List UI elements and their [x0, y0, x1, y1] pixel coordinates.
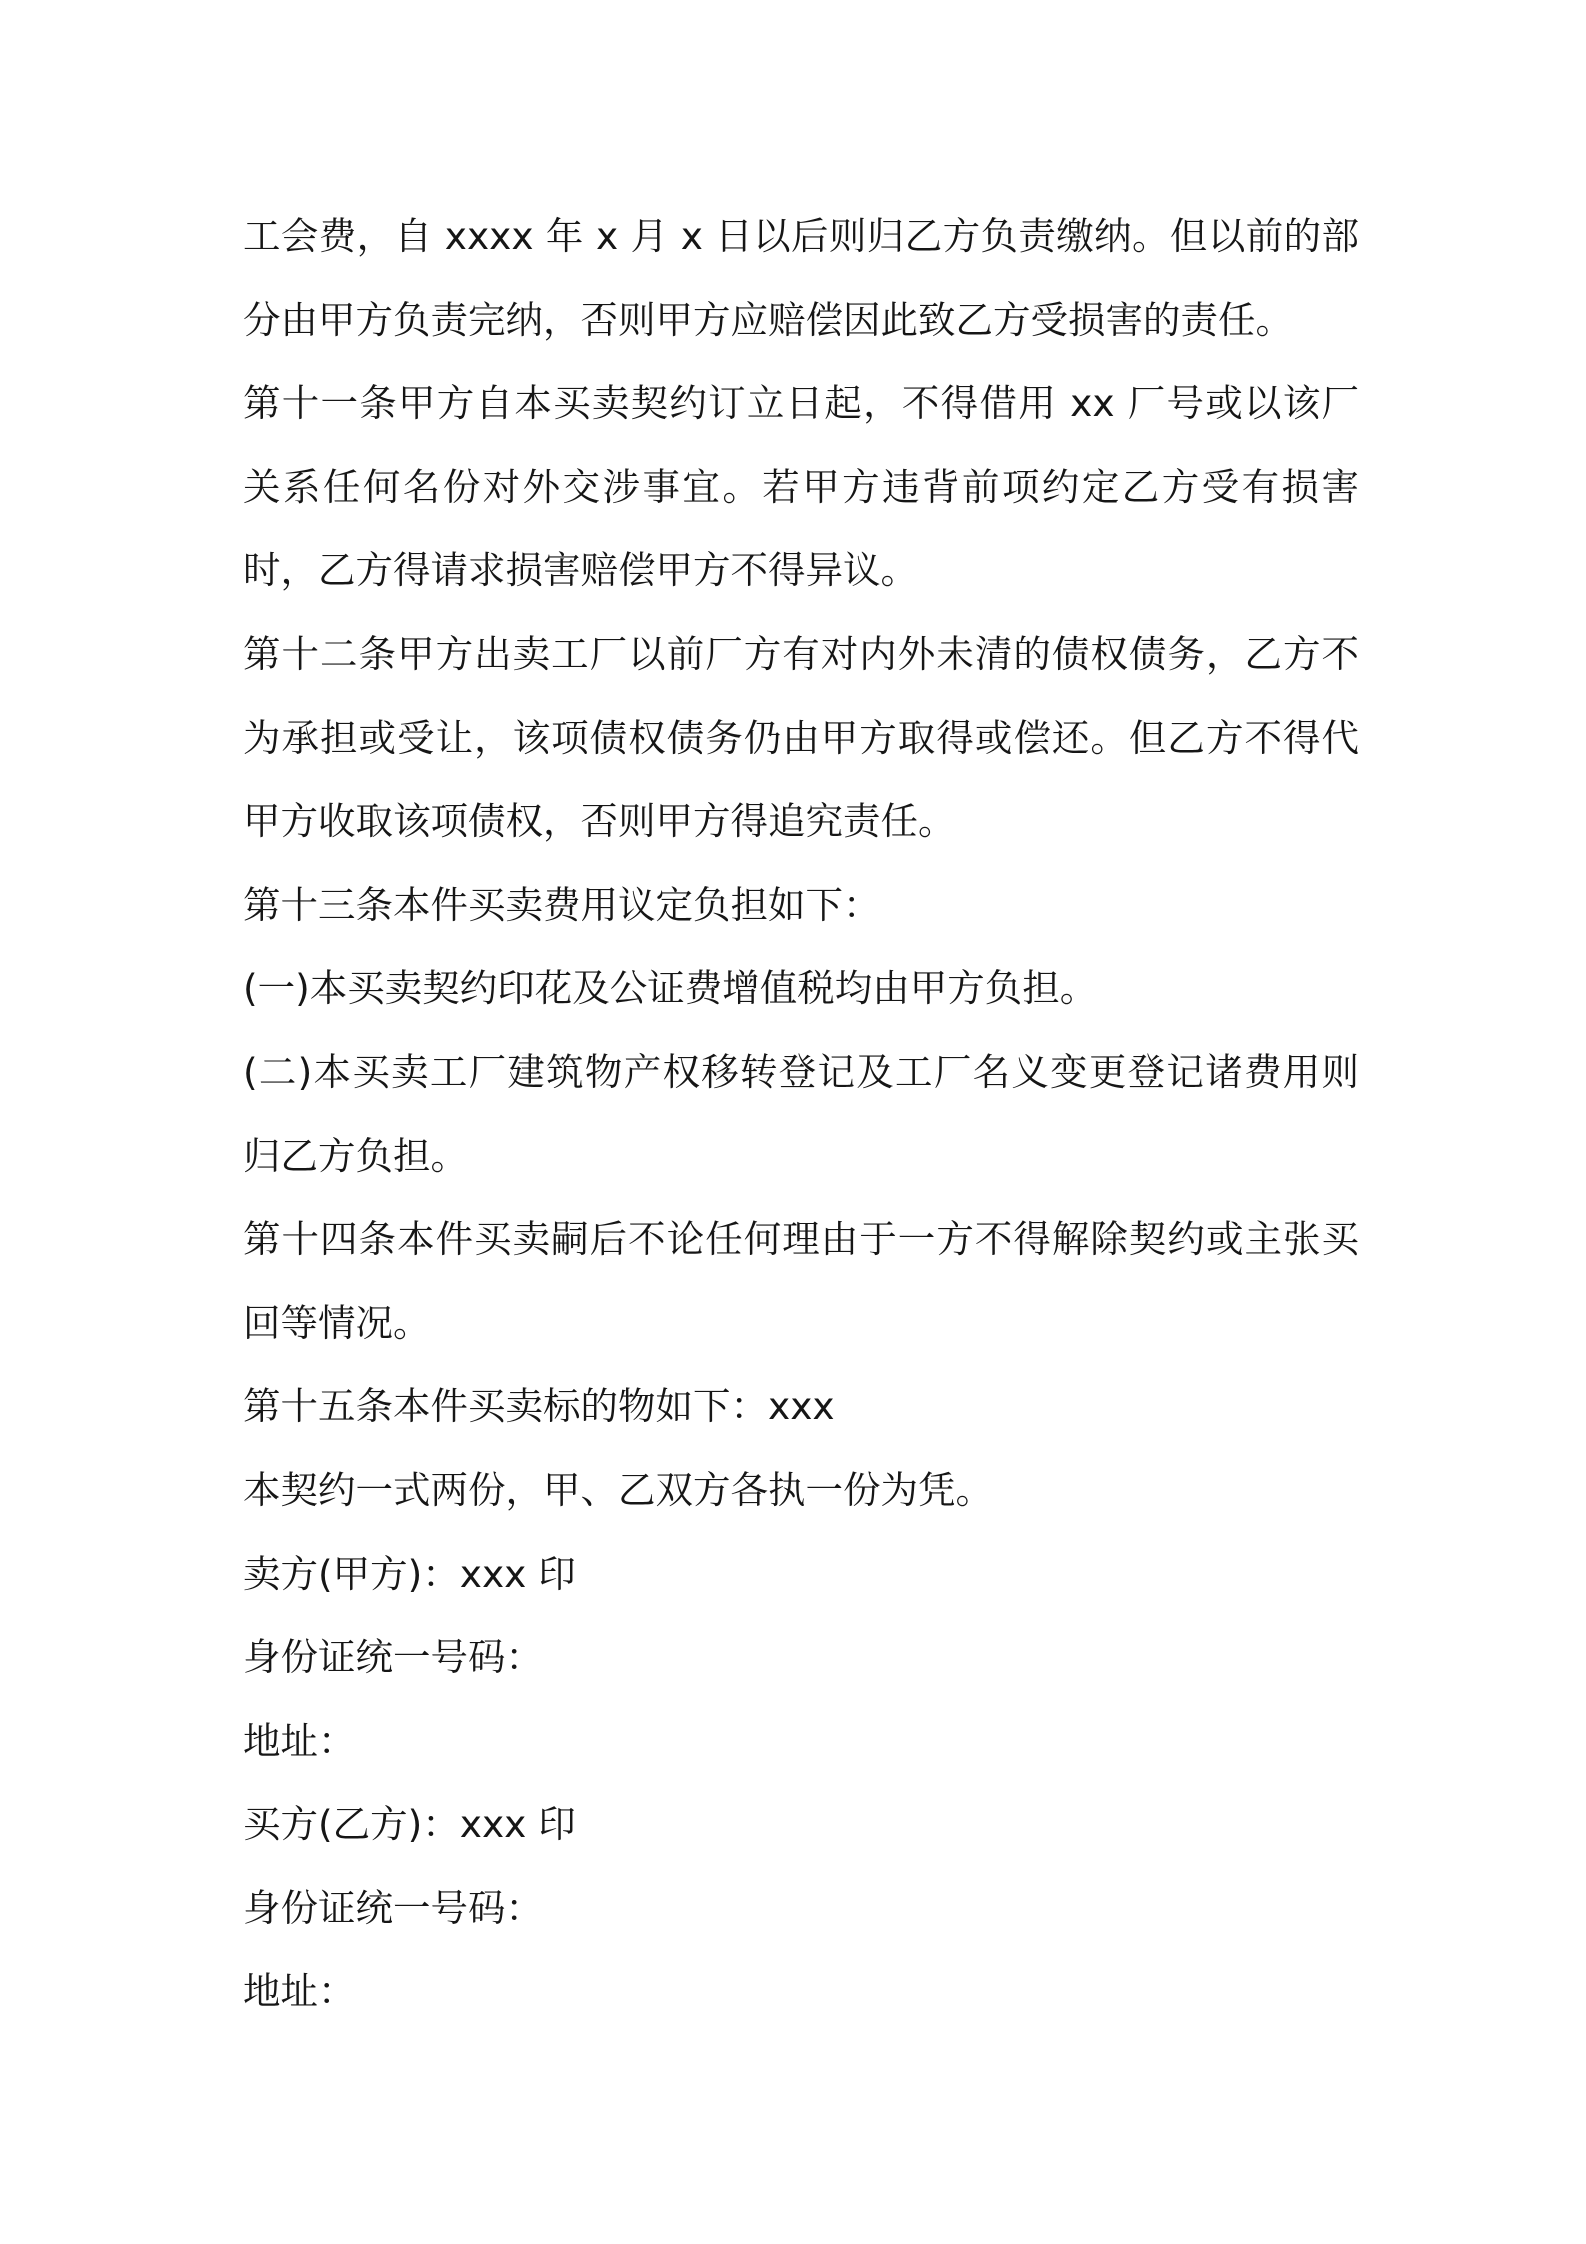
seller-name-line: 卖方(甲方)：xxx 印 [243, 1551, 576, 1596]
paragraph-copies: 本契约一式两份，甲、乙双方各执一份为凭。 [243, 1467, 993, 1512]
paragraph-article-13-item-2: (二)本买卖工厂建筑物产权移转登记及工厂名义变更登记诸费用则归乙方负担。 [243, 1049, 1359, 1178]
contract-body [243, 195, 1359, 2034]
seller-address-line: 地址： [243, 1718, 356, 1763]
paragraph-article-11: 第十一条甲方自本买卖契约订立日起，不得借用 xx 厂号或以该厂关系任何名份对外交涉事宜。若甲方违背前项约定乙方受有损害时，乙方得请求损害赔偿甲方不得异议。 [243, 381, 1359, 593]
paragraph-union-fee: 工会费，自 xxxx 年 x 月 x 日以后则归乙方负责缴纳。但以前的部分由甲方负责完纳，否则甲方应赔偿因此致乙方受损害的责任。 [243, 214, 1359, 342]
seller-id-line: 身份证统一号码： [243, 1635, 543, 1680]
paragraph-article-12: 第十二条甲方出卖工厂以前厂方有对内外未清的债权债务，乙方不为承担或受让，该项债权债务仍由甲方取得或偿还。但乙方不得代甲方收取该项债权，否则甲方得追究责任。 [243, 631, 1359, 844]
buyer-address-line: 地址： [243, 1969, 356, 2014]
paragraph-article-13: 第十三条本件买卖费用议定负担如下： [243, 882, 881, 927]
buyer-id-line: 身份证统一号码： [243, 1885, 543, 1930]
paragraph-article-15: 第十五条本件买卖标的物如下：xxx [243, 1384, 835, 1429]
paragraph-article-14: 第十四条本件买卖嗣后不论任何理由于一方不得解除契约或主张买回等情况。 [243, 1217, 1359, 1345]
paragraph-article-13-item-1: (一)本买卖契约印花及公证费增值税均由甲方负担。 [243, 966, 1098, 1011]
buyer-name-line: 买方(乙方)：xxx 印 [243, 1802, 576, 1847]
